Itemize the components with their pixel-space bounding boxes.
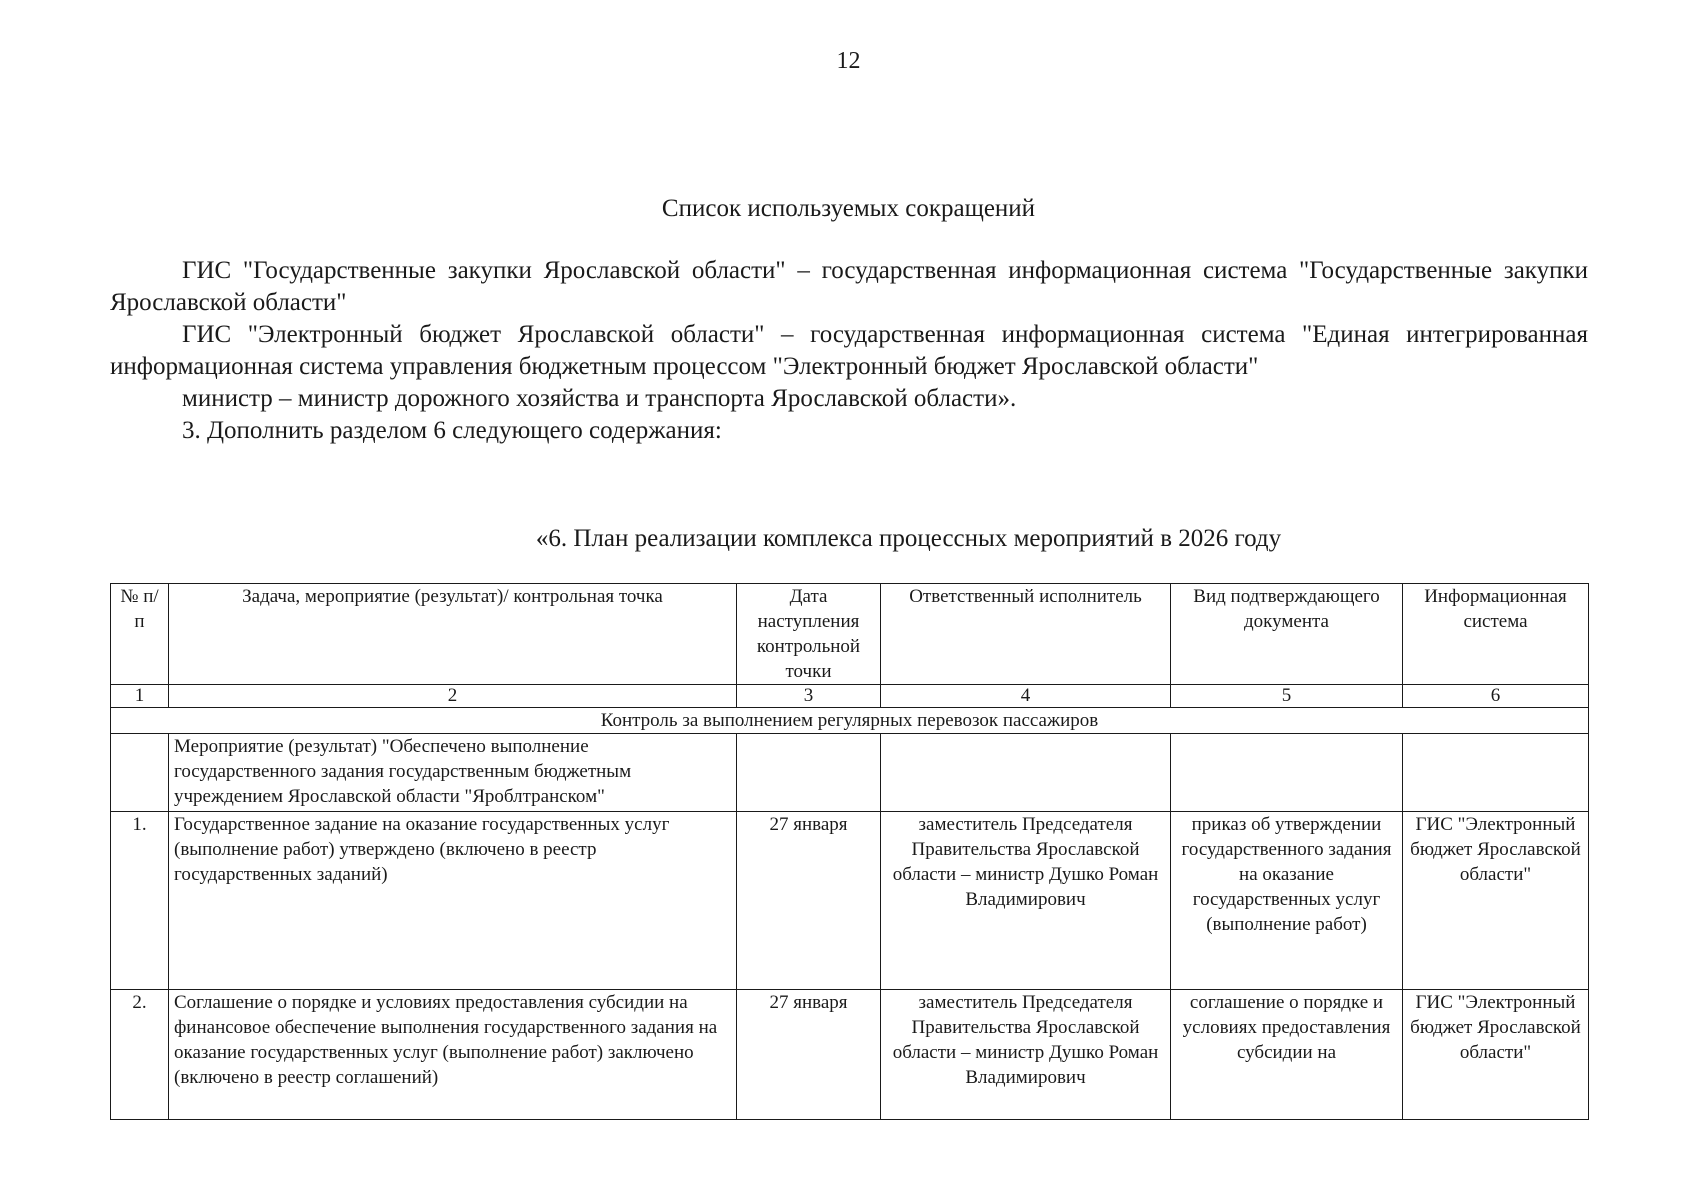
abbreviation-paragraph: министр – министр дорожного хозяйства и транспорта Ярославской области». [182, 385, 1017, 412]
row-number: 2. [111, 990, 169, 1120]
column-number: 3 [737, 685, 881, 708]
row-executor: заместитель Председателя Правительства Ярославской области – министр Душко Роман Владимирович [881, 812, 1171, 990]
row-document: соглашение о порядке и условиях предоставления субсидии на [1171, 990, 1403, 1120]
row-task: Государственное задание на оказание государственных услуг (выполнение работ) утверждено (включено в реестр государственных заданий) [169, 812, 737, 990]
column-numbers-row [111, 685, 1589, 708]
page-number: 12 [836, 48, 861, 74]
abbreviations-title: Список используемых сокращений [661, 195, 1036, 222]
section-title: Контроль за выполнением регулярных перевозок пассажиров [111, 708, 1589, 734]
table-row [111, 990, 1589, 1120]
row-date: 27 января [737, 812, 881, 990]
plan-title: «6. План реализации комплекса процессных мероприятий в 2026 году [535, 525, 1282, 552]
header-number: № п/п [111, 584, 169, 685]
header-document: Вид подтверждающего документа [1171, 584, 1403, 685]
header-system: Информационная система [1403, 584, 1589, 685]
column-number: 5 [1171, 685, 1403, 708]
row-date: 27 января [737, 990, 881, 1120]
header-executor: Ответственный исполнитель [881, 584, 1171, 685]
plan-table [110, 583, 1589, 1120]
table-header-row [111, 584, 1589, 685]
amendment-paragraph: 3. Дополнить разделом 6 следующего содержания: [182, 417, 722, 444]
event-row [111, 734, 1589, 812]
row-number: 1. [111, 812, 169, 990]
abbreviations-text [110, 255, 1588, 447]
row-task: Соглашение о порядке и условиях предоставления субсидии на финансовое обеспечение выполнения государственного задания на оказание государственных услуг (выполнение работ) заключено (включено в реестр соглашений) [169, 990, 737, 1120]
row-system: ГИС "Электронный бюджет Ярославской области" [1403, 812, 1589, 990]
table-row [111, 812, 1589, 990]
column-number: 6 [1403, 685, 1589, 708]
column-number: 4 [881, 685, 1171, 708]
abbreviation-paragraph: ГИС "Электронный бюджет Ярославской области" – государственная информационная система "Единая интегрированная информационная система управления бюджетным процессом "Электронный бюджет Ярославской области" [110, 321, 1588, 380]
column-number: 2 [169, 685, 737, 708]
header-date: Дата наступления контрольной точки [737, 584, 881, 685]
column-number: 1 [111, 685, 169, 708]
abbreviation-paragraph: ГИС "Государственные закупки Ярославской области" – государственная информационная система "Государственные закупки Ярославской области" [110, 257, 1588, 316]
section-row [111, 708, 1589, 734]
event-title: Мероприятие (результат) "Обеспечено выполнение государственного задания государственным бюджетным учреждением Ярославской области "Яроблтранском" [169, 734, 737, 812]
row-system: ГИС "Электронный бюджет Ярославской области" [1403, 990, 1589, 1120]
row-executor: заместитель Председателя Правительства Ярославской области – министр Душко Роман Владимирович [881, 990, 1171, 1120]
header-task: Задача, мероприятие (результат)/ контрольная точка [169, 584, 737, 685]
row-document: приказ об утверждении государственного задания на оказание государственных услуг (выполнение работ) [1171, 812, 1403, 990]
